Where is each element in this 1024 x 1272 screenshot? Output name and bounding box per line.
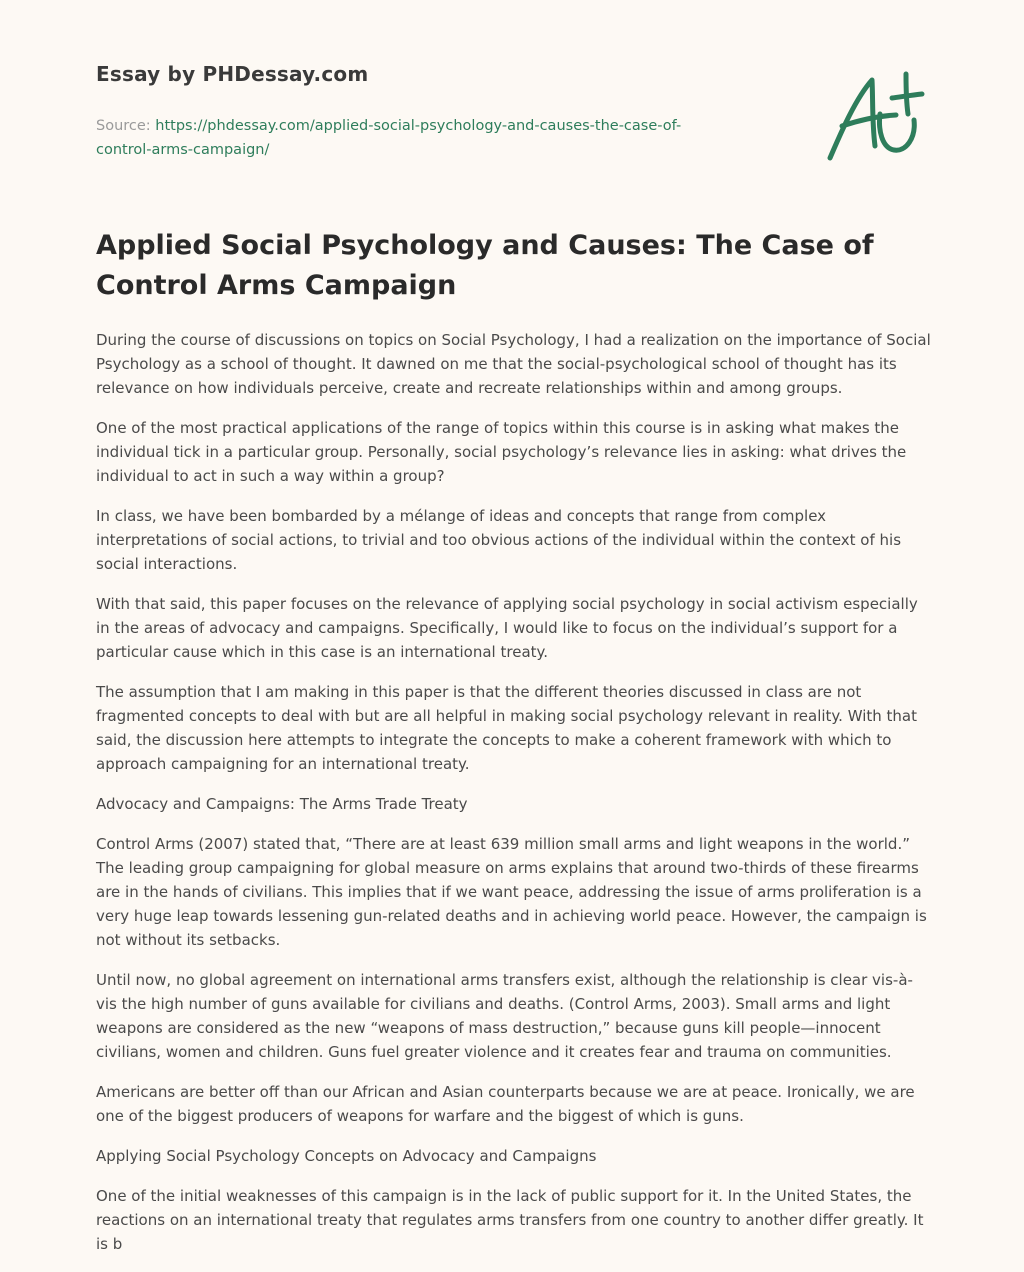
article-title: Applied Social Psychology and Causes: The Case of Control Arms Campaign	[96, 230, 874, 301]
paragraph: Until now, no global agreement on international arms transfers exist, although the relationship is clear vis-à-vis the high number of guns available for civilians and deaths. (Control Arms, 2003). Small arms and light weapons are considered as the new “weapons of mass destruction,” because guns kill people—innocent civilians, women and children. Guns fuel greater violence and it creates fear and trauma on communities.	[96, 971, 913, 1061]
site-title: Essay by PHDessay.com	[96, 62, 369, 86]
article	[96, 226, 932, 1272]
paragraph: One of the most practical applications of the range of topics within this course is in asking what makes the individual tick in a particular group. Personally, social psychology’s relevance lies in asking: what drives the individual to act in such a way within a group?	[96, 419, 907, 485]
paragraph: Control Arms (2007) stated that, “There are at least 639 million small arms and light weapons in the world.” The leading group campaigning for global measure on arms explains that around two-thirds of these firearms are in the hands of civilians. This implies that if we want peace, addressing the issue of arms proliferation is a very huge leap towards lessening gun-related deaths and in achieving world peace. However, the campaign is not without its setbacks.	[96, 835, 927, 949]
paragraph: In class, we have been bombarded by a mélange of ideas and concepts that range from complex interpretations of social actions, to trivial and too obvious actions of the individual within the context of his social interactions.	[96, 507, 902, 573]
paragraph: With that said, this paper focuses on the relevance of applying social psychology in social activism especially in the areas of advocacy and campaigns. Specifically, I would like to focus on the individual’s support for a particular cause which in this case is an international treaty.	[96, 595, 918, 661]
paragraph: During the course of discussions on topics on Social Psychology, I had a realization on the importance of Social Psychology as a school of thought. It dawned on me that the social-psychological school of thought has its relevance on how individuals perceive, create and recreate relationships within and among groups.	[96, 331, 931, 397]
page-header	[96, 62, 736, 162]
source-line	[96, 114, 736, 162]
section-heading: Applying Social Psychology Concepts on Advocacy and Campaigns	[96, 1147, 597, 1165]
source-label: Source:	[96, 118, 156, 134]
source-link[interactable]: https://phdessay.com/applied-social-psychology-and-causes-the-case-of-control-arms-campaign/	[96, 118, 682, 158]
a-plus-logo-icon	[820, 68, 930, 168]
paragraph: One of the initial weaknesses of this campaign is in the lack of public support for it. In the United States, the reactions on an international treaty that regulates arms transfers from one country to another differ greatly. It is b	[96, 1187, 924, 1253]
paragraph: The assumption that I am making in this paper is that the different theories discussed in class are not fragmented concepts to deal with but are all helpful in making social psychology relevant in reality. With that said, the discussion here attempts to integrate the concepts to make a coherent framework with which to approach campaigning for an international treaty.	[96, 683, 917, 773]
paragraph: Americans are better off than our African and Asian counterparts because we are at peace. Ironically, we are one of the biggest producers of weapons for warfare and the biggest of which is guns.	[96, 1083, 915, 1125]
section-heading: Advocacy and Campaigns: The Arms Trade Treaty	[96, 795, 468, 813]
